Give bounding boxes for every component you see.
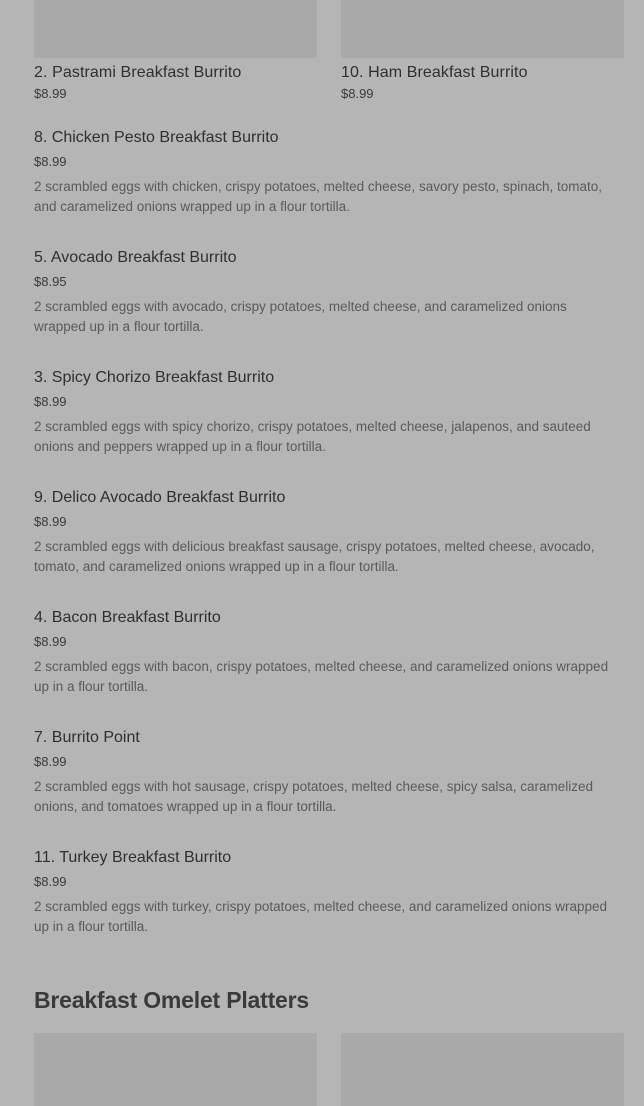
menu-item-price: $8.99	[34, 394, 67, 409]
menu-card-title: 2. Pastrami Breakfast Burrito	[34, 64, 242, 81]
menu-item-price: $8.99	[34, 874, 67, 889]
menu-item-description: 2 scrambled eggs with spicy chorizo, crispy potatoes, melted cheese, jalapenos, and sauteed onions and peppers wrapped up in a flour tortilla.	[34, 419, 591, 454]
menu-item-avocado-breakfast-burrito[interactable]	[34, 247, 610, 367]
menu-item-name: 8. Chicken Pesto Breakfast Burrito	[34, 129, 279, 146]
menu-item-image[interactable]	[34, 0, 317, 58]
menu-card-price: $8.99	[34, 86, 67, 101]
menu-item-description: 2 scrambled eggs with avocado, crispy potatoes, melted cheese, and caramelized onions wrapped up in a flour tortilla.	[34, 299, 567, 334]
menu-item-image[interactable]	[34, 1033, 317, 1106]
menu-item-name: 3. Spicy Chorizo Breakfast Burrito	[34, 369, 275, 386]
menu-item-description: 2 scrambled eggs with bacon, crispy potatoes, melted cheese, and caramelized onions wrapped up in a flour tortilla.	[34, 659, 609, 694]
menu-item-list	[34, 127, 610, 967]
menu-item-burrito-point[interactable]	[34, 727, 610, 847]
section-heading: Breakfast Omelet Platters	[34, 987, 309, 1013]
menu-item-description: 2 scrambled eggs with chicken, crispy potatoes, melted cheese, savory pesto, spinach, tomato, and caramelized onions wrapped up in a flour tortilla.	[34, 179, 603, 214]
menu-item-description: 2 scrambled eggs with turkey, crispy potatoes, melted cheese, and caramelized onions wrapped up in a flour tortilla.	[34, 899, 608, 934]
menu-item-price: $8.99	[34, 154, 67, 169]
menu-card-ham-breakfast-burrito[interactable]	[341, 0, 624, 102]
menu-item-price: $8.99	[34, 634, 67, 649]
menu-item-name: 9. Delico Avocado Breakfast Burrito	[34, 489, 286, 506]
omelet-platters-row	[34, 1033, 624, 1106]
menu-item-delico-avocado-breakfast-burrito[interactable]	[34, 487, 610, 607]
menu-item-image[interactable]	[341, 1033, 624, 1106]
menu-card-title: 10. Ham Breakfast Burrito	[341, 64, 528, 81]
menu-item-description: 2 scrambled eggs with delicious breakfast sausage, crispy potatoes, melted cheese, avocado, tomato, and caramelized onions wrapped up in a flour tortilla.	[34, 539, 595, 574]
menu-item-bacon-breakfast-burrito[interactable]	[34, 607, 610, 727]
menu-item-name: 7. Burrito Point	[34, 729, 140, 746]
menu-item-name: 4. Bacon Breakfast Burrito	[34, 609, 221, 626]
menu-card-pastrami-breakfast-burrito[interactable]	[34, 0, 317, 102]
menu-card-price: $8.99	[341, 86, 374, 101]
featured-items-row	[34, 0, 624, 110]
menu-item-name: 5. Avocado Breakfast Burrito	[34, 249, 237, 266]
menu-item-chicken-pesto-breakfast-burrito[interactable]	[34, 127, 610, 247]
menu-item-price: $8.99	[34, 514, 67, 529]
menu-item-description: 2 scrambled eggs with hot sausage, crispy potatoes, melted cheese, spicy salsa, caramelized onions, and tomatoes wrapped up in a flour tortilla.	[34, 779, 594, 814]
menu-item-price: $8.95	[34, 274, 67, 289]
menu-item-name: 11. Turkey Breakfast Burrito	[34, 849, 232, 866]
menu-item-image[interactable]	[341, 0, 624, 58]
menu-item-turkey-breakfast-burrito[interactable]	[34, 847, 610, 967]
menu-item-price: $8.99	[34, 754, 67, 769]
menu-item-spicy-chorizo-breakfast-burrito[interactable]	[34, 367, 610, 487]
